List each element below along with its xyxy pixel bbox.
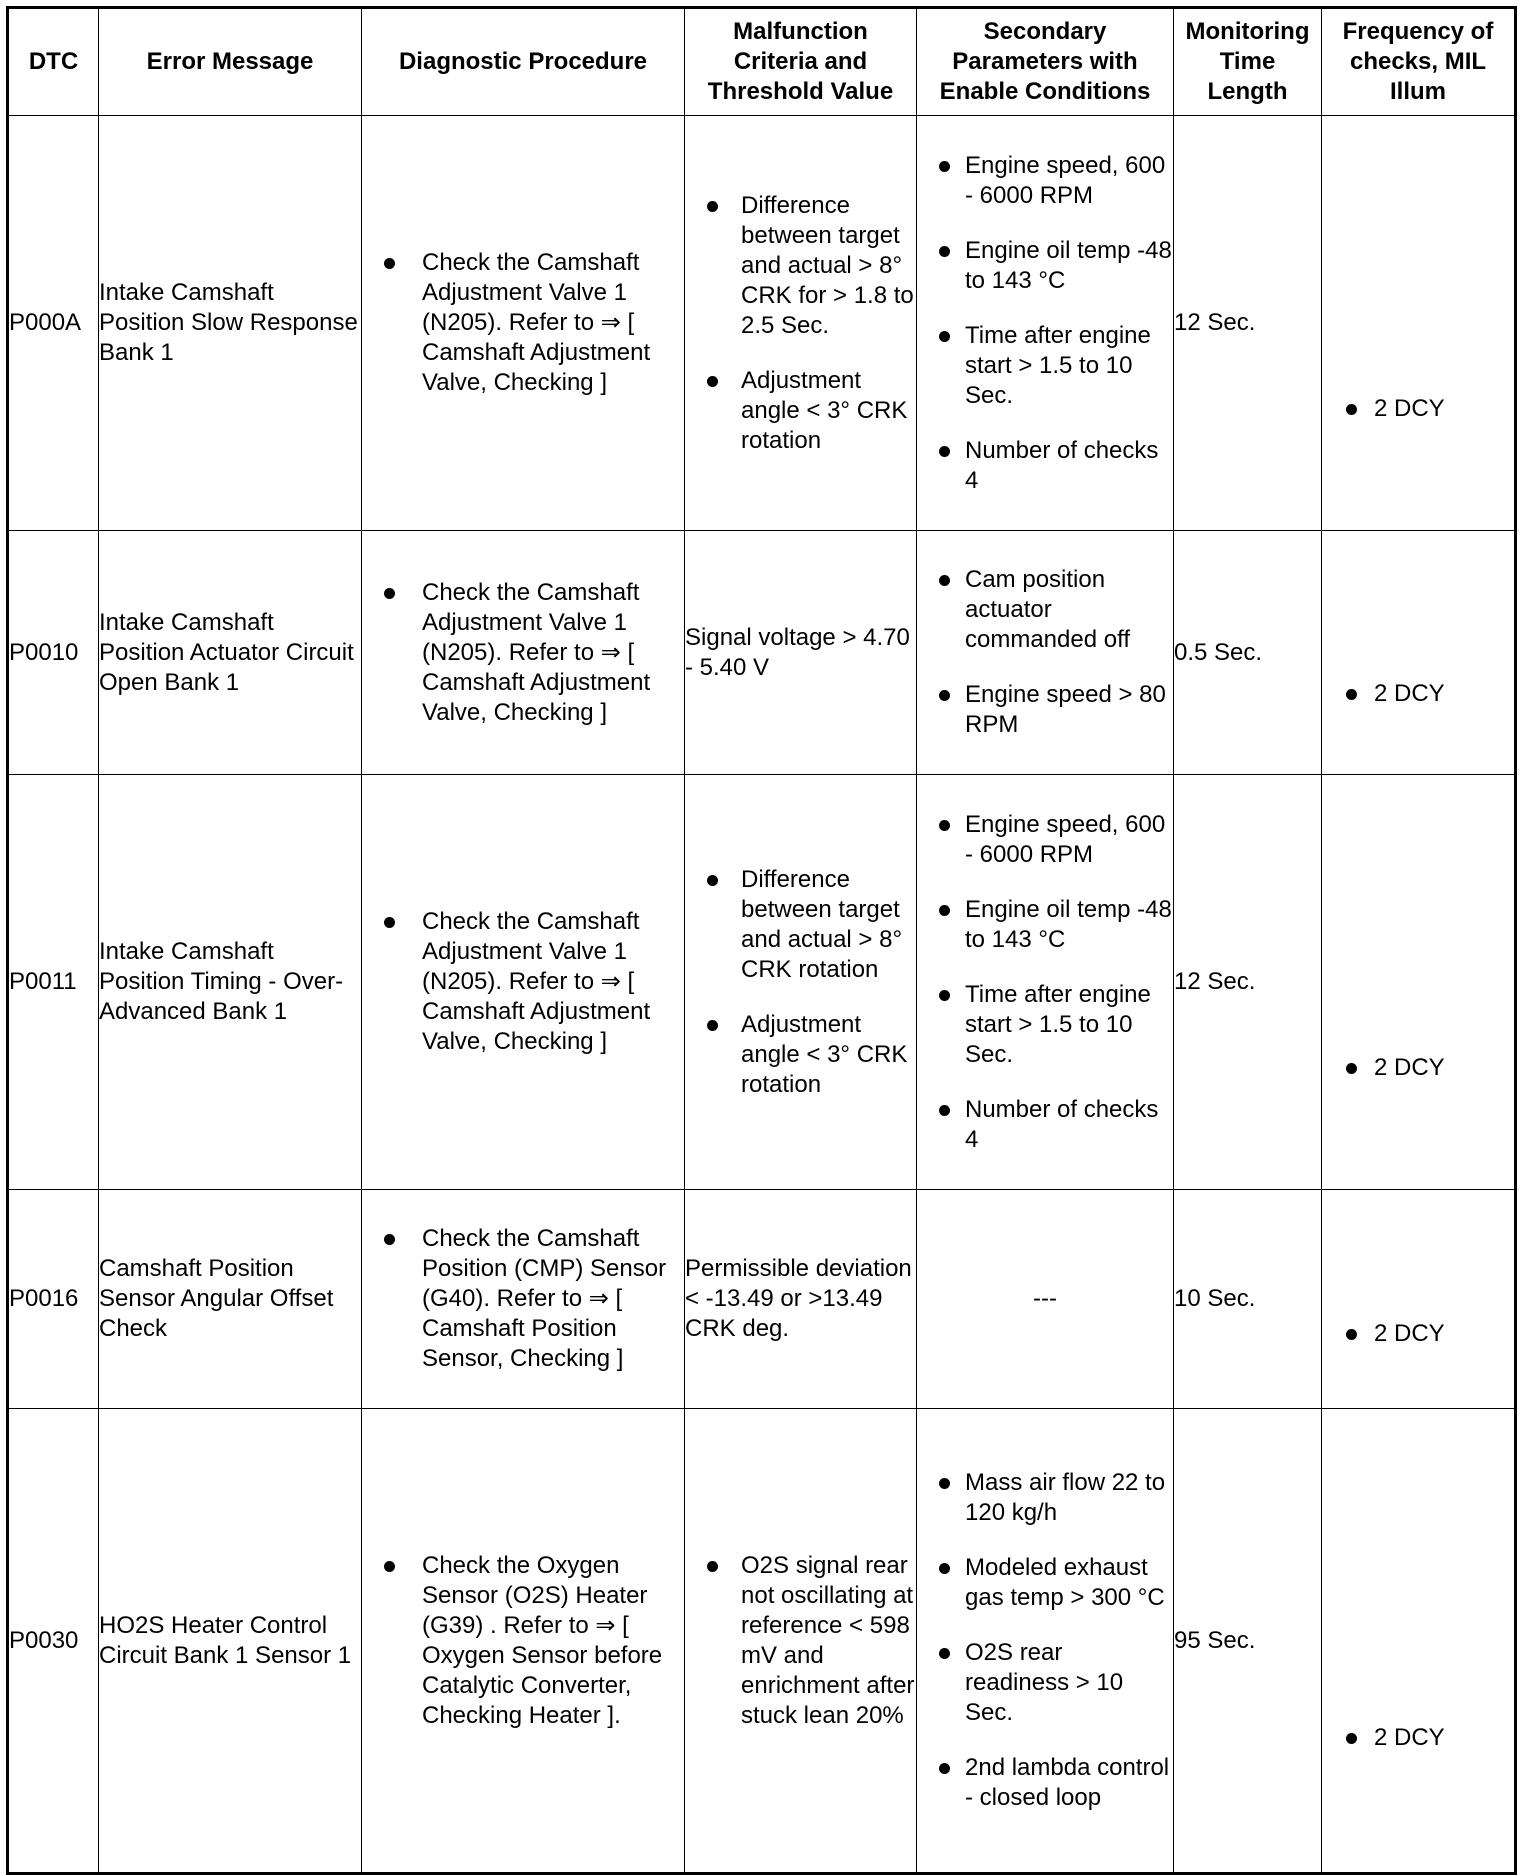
- table-row: [8, 116, 1516, 531]
- frequency-item: 2 DCY: [1322, 1723, 1514, 1753]
- header-secondary-parameters: Secondary Parameters with Enable Conditions: [917, 8, 1174, 116]
- secondary-parameters: [917, 116, 1174, 531]
- header-frequency: Frequency of checks, MIL Illum: [1322, 8, 1516, 116]
- criteria-item: Difference between target and actual > 8° CRK rotation: [685, 865, 916, 985]
- secondary-parameters: [917, 531, 1174, 775]
- monitoring-time: 10 Sec.: [1174, 1190, 1322, 1409]
- dtc-code: P0010: [8, 531, 99, 775]
- frequency-item: 2 DCY: [1322, 1319, 1514, 1349]
- criteria-item: Adjustment angle < 3° CRK rotation: [685, 366, 916, 456]
- dtc-table: [6, 6, 1517, 1875]
- frequency: [1322, 116, 1516, 531]
- monitoring-time: 95 Sec.: [1174, 1409, 1322, 1874]
- diagnostic-procedure: [362, 531, 685, 775]
- header-malfunction-criteria: Malfunction Criteria and Threshold Value: [685, 8, 917, 116]
- diagnostic-procedure: [362, 1190, 685, 1409]
- header-error-message: Error Message: [99, 8, 362, 116]
- dtc-code: P0011: [8, 775, 99, 1190]
- frequency: [1322, 531, 1516, 775]
- error-message: Camshaft Position Sensor Angular Offset Check: [99, 1190, 362, 1409]
- secondary-item: Engine oil temp -48 to 143 °C: [917, 895, 1173, 955]
- diagnostic-procedure: [362, 116, 685, 531]
- secondary-item: Mass air flow 22 to 120 kg/h: [917, 1468, 1173, 1528]
- secondary-item: Engine oil temp -48 to 143 °C: [917, 236, 1173, 296]
- monitoring-time: 12 Sec.: [1174, 116, 1322, 531]
- procedure-item: Check the Camshaft Adjustment Valve 1 (N205). Refer to ⇒ [ Camshaft Adjustment Valve, Checking ]: [362, 578, 684, 728]
- frequency-item: 2 DCY: [1322, 679, 1514, 709]
- procedure-item: Check the Oxygen Sensor (O2S) Heater (G39) . Refer to ⇒ [ Oxygen Sensor before Catalytic Converter, Checking Heater ].: [362, 1551, 684, 1731]
- secondary-item: Number of checks 4: [917, 436, 1173, 496]
- procedure-item: Check the Camshaft Position (CMP) Sensor (G40). Refer to ⇒ [ Camshaft Position Sensor, Checking ]: [362, 1224, 684, 1374]
- header-row: [8, 8, 1516, 116]
- header-monitoring-time: Monitoring Time Length: [1174, 8, 1322, 116]
- header-dtc: DTC: [8, 8, 99, 116]
- criteria-item: Adjustment angle < 3° CRK rotation: [685, 1010, 916, 1100]
- secondary-parameters: [917, 775, 1174, 1190]
- monitoring-time: 0.5 Sec.: [1174, 531, 1322, 775]
- secondary-item: Engine speed, 600 - 6000 RPM: [917, 151, 1173, 211]
- error-message: Intake Camshaft Position Slow Response Bank 1: [99, 116, 362, 531]
- secondary-item: 2nd lambda control - closed loop: [917, 1753, 1173, 1813]
- secondary-parameters: [917, 1409, 1174, 1874]
- table-row: [8, 531, 1516, 775]
- monitoring-time: 12 Sec.: [1174, 775, 1322, 1190]
- table-row: [8, 775, 1516, 1190]
- diagnostic-procedure: [362, 1409, 685, 1874]
- malfunction-criteria: [685, 775, 917, 1190]
- secondary-item: Time after engine start > 1.5 to 10 Sec.: [917, 980, 1173, 1070]
- table-row: [8, 1190, 1516, 1409]
- frequency-item: 2 DCY: [1322, 1053, 1514, 1083]
- diagnostic-procedure: [362, 775, 685, 1190]
- secondary-item: Time after engine start > 1.5 to 10 Sec.: [917, 321, 1173, 411]
- frequency-item: 2 DCY: [1322, 394, 1514, 424]
- dtc-code: P0016: [8, 1190, 99, 1409]
- frequency: [1322, 775, 1516, 1190]
- malfunction-criteria: Signal voltage > 4.70 - 5.40 V: [685, 531, 917, 775]
- malfunction-criteria: [685, 1409, 917, 1874]
- malfunction-criteria: Permissible deviation < -13.49 or >13.49 CRK deg.: [685, 1190, 917, 1409]
- criteria-item: Difference between target and actual > 8° CRK for > 1.8 to 2.5 Sec.: [685, 191, 916, 341]
- dtc-code: P000A: [8, 116, 99, 531]
- criteria-item: O2S signal rear not oscillating at reference < 598 mV and enrichment after stuck lean 20%: [685, 1551, 916, 1731]
- secondary-item: O2S rear readiness > 10 Sec.: [917, 1638, 1173, 1728]
- procedure-item: Check the Camshaft Adjustment Valve 1 (N205). Refer to ⇒ [ Camshaft Adjustment Valve, Checking ]: [362, 907, 684, 1057]
- secondary-parameters: ---: [917, 1190, 1174, 1409]
- error-message: Intake Camshaft Position Timing - Over-Advanced Bank 1: [99, 775, 362, 1190]
- secondary-item: Engine speed, 600 - 6000 RPM: [917, 810, 1173, 870]
- secondary-item: Cam position actuator commanded off: [917, 565, 1173, 655]
- dtc-code: P0030: [8, 1409, 99, 1874]
- secondary-item: Engine speed > 80 RPM: [917, 680, 1173, 740]
- table-row: [8, 1409, 1516, 1874]
- header-diagnostic-procedure: Diagnostic Procedure: [362, 8, 685, 116]
- procedure-item: Check the Camshaft Adjustment Valve 1 (N205). Refer to ⇒ [ Camshaft Adjustment Valve, Checking ]: [362, 248, 684, 398]
- secondary-item: Modeled exhaust gas temp > 300 °C: [917, 1553, 1173, 1613]
- frequency: [1322, 1409, 1516, 1874]
- secondary-item: Number of checks 4: [917, 1095, 1173, 1155]
- frequency: [1322, 1190, 1516, 1409]
- error-message: HO2S Heater Control Circuit Bank 1 Sensor 1: [99, 1409, 362, 1874]
- malfunction-criteria: [685, 116, 917, 531]
- error-message: Intake Camshaft Position Actuator Circuit Open Bank 1: [99, 531, 362, 775]
